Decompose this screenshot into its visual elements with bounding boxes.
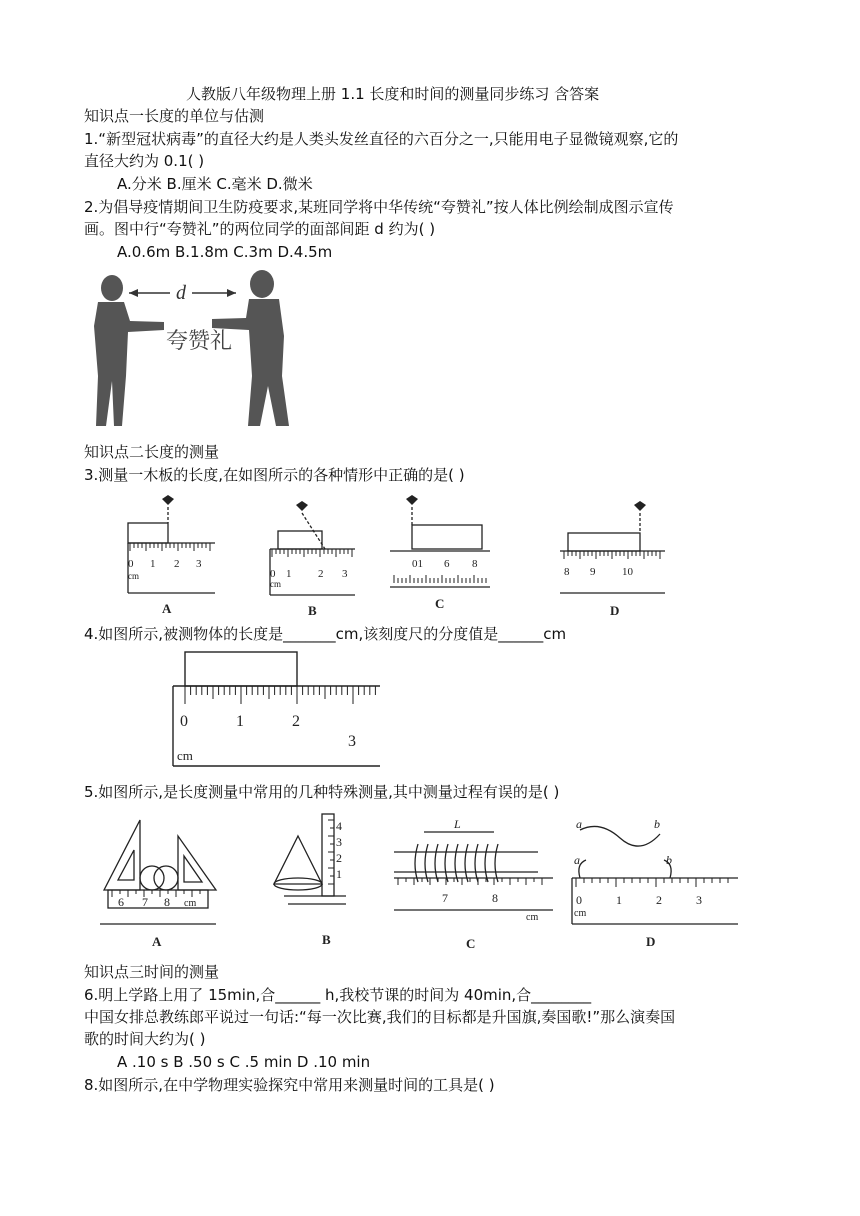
svg-text:0: 0 bbox=[180, 713, 188, 730]
svg-text:L: L bbox=[454, 817, 461, 831]
svg-text:10: 10 bbox=[622, 566, 633, 578]
svg-text:6: 6 bbox=[118, 895, 124, 909]
svg-text:3: 3 bbox=[696, 893, 702, 907]
option-c-label: C bbox=[435, 596, 445, 611]
question-2-options: A.0.6m B.1.8m C.3m D.4.5m bbox=[117, 243, 333, 261]
svg-text:cm: cm bbox=[177, 748, 193, 763]
svg-text:3: 3 bbox=[348, 733, 356, 750]
svg-text:4: 4 bbox=[336, 819, 342, 833]
section-heading-1: 知识点一长度的单位与估测 bbox=[84, 107, 265, 125]
svg-text:01: 01 bbox=[412, 558, 423, 570]
ruler-options-figure bbox=[110, 495, 680, 620]
question-4-line-1: 4.如图所示,被测物体的长度是_______cm,该刻度尺的分度值是______cm bbox=[84, 625, 567, 643]
svg-text:0: 0 bbox=[128, 558, 134, 570]
svg-text:3: 3 bbox=[196, 558, 202, 570]
question-2-line-2: 画。图中行“夸赞礼”的两位同学的面部间距 d 约为( ) bbox=[84, 220, 436, 238]
svg-text:1: 1 bbox=[150, 558, 156, 570]
svg-text:3: 3 bbox=[336, 835, 342, 849]
kuazan-caption: 夸赞礼 bbox=[165, 328, 233, 353]
option-b-label: B bbox=[308, 603, 317, 618]
option-a-label: A bbox=[162, 601, 172, 616]
svg-text:cm: cm bbox=[270, 579, 281, 589]
section-heading-2: 知识点二长度的测量 bbox=[84, 443, 220, 461]
svg-text:1: 1 bbox=[236, 713, 244, 730]
svg-text:a: a bbox=[576, 817, 582, 831]
svg-text:9: 9 bbox=[590, 566, 596, 578]
svg-text:2: 2 bbox=[656, 893, 662, 907]
svg-text:8: 8 bbox=[492, 891, 498, 905]
page-title: 人教版八年级物理上册 1.1 长度和时间的测量同步练习 含答案 bbox=[186, 85, 600, 103]
svg-text:cm: cm bbox=[128, 571, 139, 581]
option-d-label: D bbox=[610, 603, 620, 618]
svg-text:a: a bbox=[574, 853, 580, 867]
svg-text:D: D bbox=[646, 934, 656, 949]
svg-text:7: 7 bbox=[442, 891, 448, 905]
svg-text:6: 6 bbox=[444, 558, 450, 570]
ruler-measure-figure bbox=[165, 648, 385, 773]
question-7-line-2: 歌的时间大约为( ) bbox=[84, 1030, 206, 1048]
svg-text:B: B bbox=[322, 932, 331, 947]
svg-text:C: C bbox=[466, 936, 476, 951]
svg-text:b: b bbox=[666, 853, 672, 867]
special-measure-figure bbox=[98, 806, 748, 956]
svg-text:3: 3 bbox=[342, 568, 348, 580]
svg-text:cm: cm bbox=[184, 898, 197, 909]
question-5-line-1: 5.如图所示,是长度测量中常用的几种特殊测量,其中测量过程有误的是( ) bbox=[84, 783, 560, 801]
svg-text:0: 0 bbox=[270, 568, 276, 580]
svg-text:2: 2 bbox=[174, 558, 180, 570]
svg-text:1: 1 bbox=[286, 568, 292, 580]
svg-text:1: 1 bbox=[336, 867, 342, 881]
question-7-line-1: 中国女排总教练郎平说过一句话:“每一次比赛,我们的目标都是升国旗,奏国歌!”那么演奏国 bbox=[84, 1008, 676, 1026]
svg-text:2: 2 bbox=[336, 851, 342, 865]
svg-text:2: 2 bbox=[318, 568, 324, 580]
question-1-options: A.分米 B.厘米 C.毫米 D.微米 bbox=[117, 175, 313, 193]
svg-text:b: b bbox=[654, 817, 660, 831]
svg-text:cm: cm bbox=[574, 908, 587, 919]
svg-text:0: 0 bbox=[576, 893, 582, 907]
svg-text:8: 8 bbox=[472, 558, 478, 570]
question-7-options: A .10 s B .50 s C .5 min D .10 min bbox=[117, 1053, 371, 1071]
svg-text:7: 7 bbox=[142, 895, 148, 909]
section-heading-3: 知识点三时间的测量 bbox=[84, 963, 220, 981]
svg-text:8: 8 bbox=[164, 895, 170, 909]
d-label: d bbox=[176, 282, 186, 304]
kuazan-figure bbox=[84, 266, 314, 436]
question-2-line-1: 2.为倡导疫情期间卫生防疫要求,某班同学将中华传统“夸赞礼”按人体比例绘制成图示宣传 bbox=[84, 198, 674, 216]
question-8: 8.如图所示,在中学物理实验探究中常用来测量时间的工具是( ) bbox=[84, 1076, 495, 1094]
question-3-line-1: 3.测量一木板的长度,在如图所示的各种情形中正确的是( ) bbox=[84, 466, 465, 484]
svg-text:cm: cm bbox=[526, 912, 539, 923]
svg-text:A: A bbox=[152, 934, 162, 949]
question-1-line-2: 直径大约为 0.1( ) bbox=[84, 152, 205, 170]
svg-text:8: 8 bbox=[564, 566, 570, 578]
svg-text:2: 2 bbox=[292, 713, 300, 730]
question-1-line-1: 1.“新型冠状病毒”的直径大约是人类头发丝直径的六百分之一,只能用电子显微镜观察,它的 bbox=[84, 130, 679, 148]
question-6: 6.明上学路上用了 15min,合______ h,我校节课的时间为 40min,合________ bbox=[84, 986, 592, 1004]
svg-text:1: 1 bbox=[616, 893, 622, 907]
